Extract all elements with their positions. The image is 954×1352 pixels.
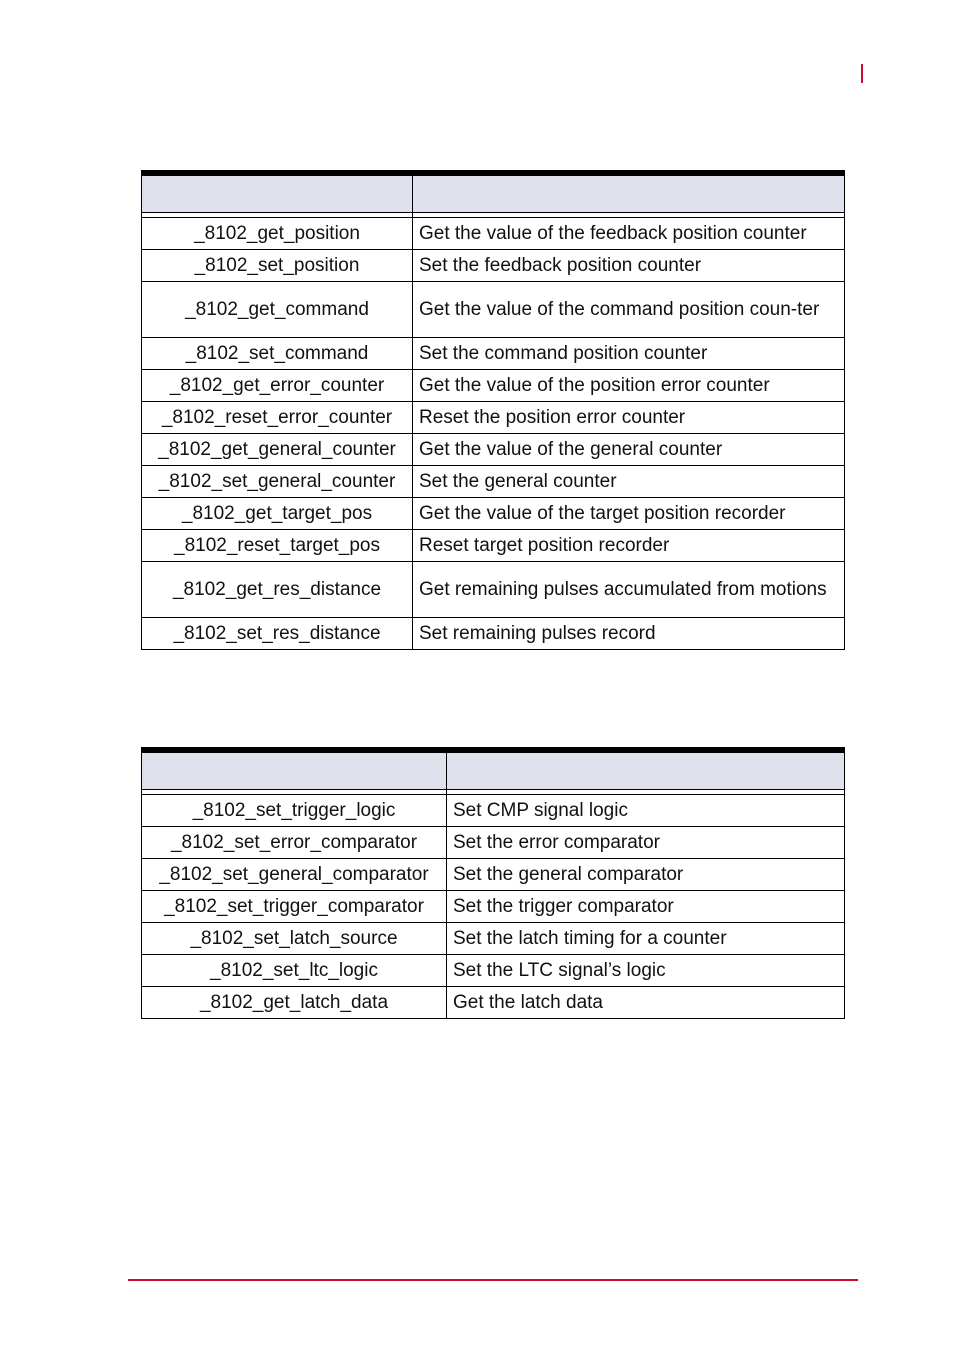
table-header-row bbox=[142, 750, 845, 790]
function-name: _8102_set_position bbox=[142, 250, 413, 282]
header-function bbox=[142, 750, 447, 790]
function-description: Set the general counter bbox=[413, 466, 845, 498]
function-description: Get the value of the command position coun-ter bbox=[413, 282, 845, 338]
table-row bbox=[142, 466, 845, 498]
table-row bbox=[142, 562, 845, 618]
function-name: _8102_set_error_comparator bbox=[142, 827, 447, 859]
function-description: Set remaining pulses record bbox=[413, 618, 845, 650]
function-description: Get remaining pulses accumulated from motions bbox=[413, 562, 845, 618]
function-name: _8102_get_command bbox=[142, 282, 413, 338]
table-row bbox=[142, 795, 845, 827]
function-name: _8102_reset_target_pos bbox=[142, 530, 413, 562]
function-table-position bbox=[141, 170, 845, 650]
function-description: Set the error comparator bbox=[447, 827, 845, 859]
table-row bbox=[142, 498, 845, 530]
function-table-comparator-latch bbox=[141, 747, 845, 1019]
function-name: _8102_set_general_comparator bbox=[142, 859, 447, 891]
function-description: Get the value of the position error counter bbox=[413, 370, 845, 402]
table-row bbox=[142, 859, 845, 891]
header-function bbox=[142, 173, 413, 213]
table-row bbox=[142, 987, 845, 1019]
function-description: Get the latch data bbox=[447, 987, 845, 1019]
function-name: _8102_set_trigger_comparator bbox=[142, 891, 447, 923]
table-row bbox=[142, 370, 845, 402]
function-name: _8102_get_position bbox=[142, 218, 413, 250]
footer-rule bbox=[128, 1279, 858, 1281]
table-row bbox=[142, 891, 845, 923]
page-corner-mark bbox=[861, 64, 863, 83]
table-row bbox=[142, 218, 845, 250]
header-description bbox=[447, 750, 845, 790]
function-name: _8102_get_res_distance bbox=[142, 562, 413, 618]
function-name: _8102_set_trigger_logic bbox=[142, 795, 447, 827]
table-row bbox=[142, 923, 845, 955]
function-description: Set the feedback position counter bbox=[413, 250, 845, 282]
header-description bbox=[413, 173, 845, 213]
function-name: _8102_get_error_counter bbox=[142, 370, 413, 402]
function-name: _8102_set_ltc_logic bbox=[142, 955, 447, 987]
function-name: _8102_get_latch_data bbox=[142, 987, 447, 1019]
function-description: Get the value of the general counter bbox=[413, 434, 845, 466]
function-description: Get the value of the target position recorder bbox=[413, 498, 845, 530]
function-description: Set the latch timing for a counter bbox=[447, 923, 845, 955]
table-row bbox=[142, 434, 845, 466]
table-row bbox=[142, 282, 845, 338]
table-row bbox=[142, 827, 845, 859]
table-row bbox=[142, 955, 845, 987]
function-description: Set the LTC signal’s logic bbox=[447, 955, 845, 987]
table-row bbox=[142, 402, 845, 434]
table-row bbox=[142, 250, 845, 282]
table-header-row bbox=[142, 173, 845, 213]
table-row bbox=[142, 530, 845, 562]
function-name: _8102_reset_error_counter bbox=[142, 402, 413, 434]
function-description: Set the command position counter bbox=[413, 338, 845, 370]
function-description: Set CMP signal logic bbox=[447, 795, 845, 827]
function-name: _8102_get_general_counter bbox=[142, 434, 413, 466]
function-description: Reset the position error counter bbox=[413, 402, 845, 434]
function-name: _8102_get_target_pos bbox=[142, 498, 413, 530]
function-description: Set the trigger comparator bbox=[447, 891, 845, 923]
function-name: _8102_set_command bbox=[142, 338, 413, 370]
table-row bbox=[142, 338, 845, 370]
function-name: _8102_set_res_distance bbox=[142, 618, 413, 650]
table-row bbox=[142, 618, 845, 650]
function-description: Set the general comparator bbox=[447, 859, 845, 891]
function-name: _8102_set_latch_source bbox=[142, 923, 447, 955]
function-description: Get the value of the feedback position counter bbox=[413, 218, 845, 250]
function-description: Reset target position recorder bbox=[413, 530, 845, 562]
function-name: _8102_set_general_counter bbox=[142, 466, 413, 498]
